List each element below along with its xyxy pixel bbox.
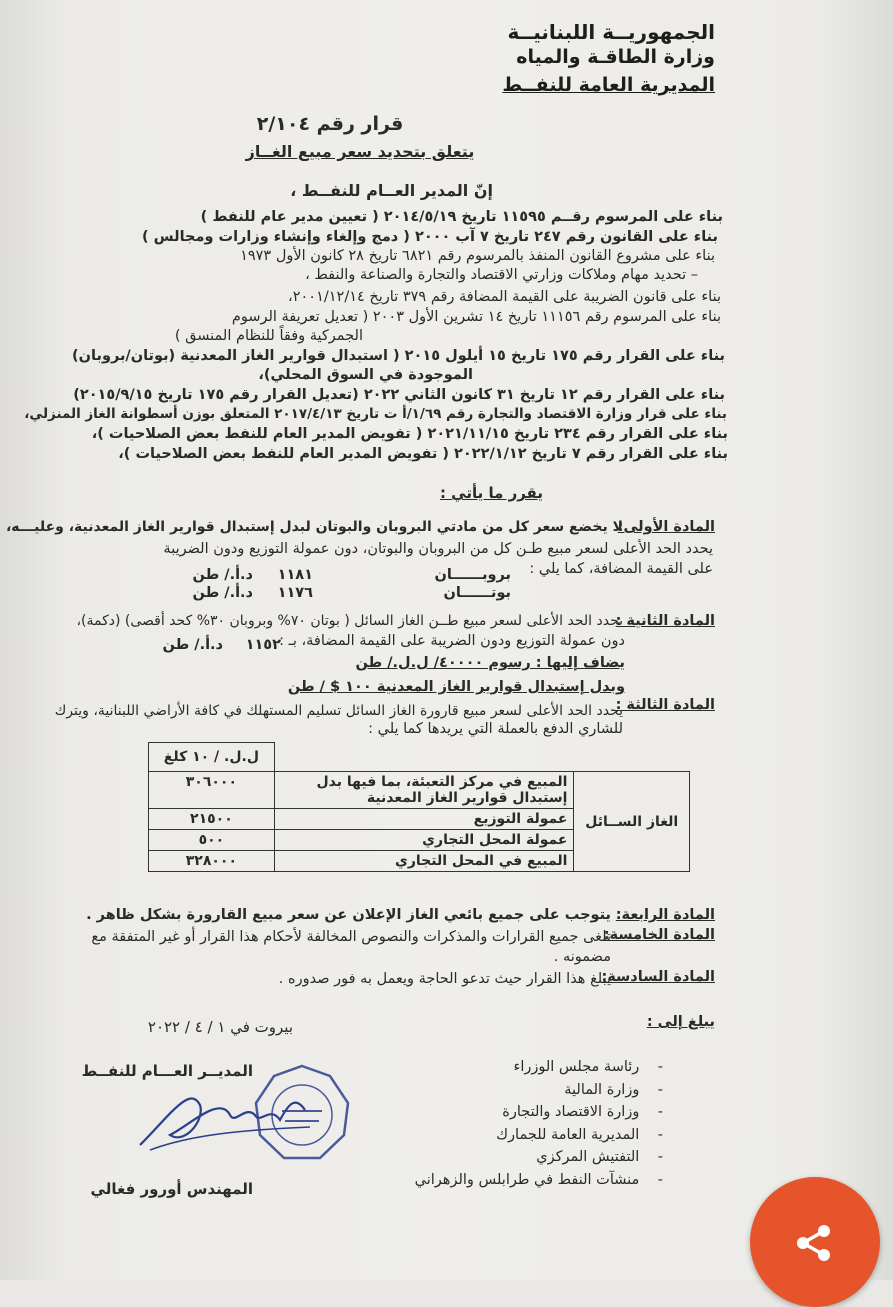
article2-line1: يحدد الحد الأعلى لسعر مبيع طــن الغاز السائل ( بوتان ٧٠% وبروبان ٣٠% كحد أقصى) (دكمة)، bbox=[76, 613, 623, 629]
preamble-line: بناء على قانون الضريبة على القيمة المضافة رقم ٣٧٩ تاريخ ٢٠٠١/١٢/١٤، bbox=[288, 289, 721, 305]
article2-price: ١١٥٢ bbox=[245, 637, 281, 653]
signatory-name: المهندس أورور فغالي bbox=[90, 1180, 253, 1198]
decides-heading: يقرر ما يأتي : bbox=[439, 484, 543, 502]
article5-line1: تلغى جميع القرارات والمذكرات والنصوص المخالفة لأحكام هذا القرار أو غير المتفقة مع bbox=[91, 929, 611, 945]
article2-fee: يضاف إليها : رسوم ٤٠٠٠٠/ ل.ل./ طن bbox=[355, 655, 625, 671]
article2-replacement: وبدل إستبدال قوارير الغاز المعدنية ١٠٠ $ / طن bbox=[287, 679, 625, 695]
table-header-unit: ل.ل. / ١٠ كلغ bbox=[149, 743, 275, 772]
recipient-item: - رئاسة مجلس الوزراء bbox=[513, 1059, 663, 1075]
preamble-line: بناء على المرسوم رقــم ١١٥٩٥ تاريخ ٢٠١٤/٥/١٩ ( تعيين مدير عام للنفط ) bbox=[200, 209, 723, 225]
table-row-label: عمولة التوزيع bbox=[274, 809, 574, 830]
article1-item-name: بوتــــــان bbox=[443, 585, 511, 601]
ministry-header: وزارة الطاقـة والمياه bbox=[516, 46, 715, 68]
preamble-line: بناء على المرسوم رقم ١١١٥٦ تاريخ ١٤ تشرين الأول ٢٠٠٣ ( تعديل تعريفة الرسوم bbox=[231, 309, 721, 325]
issue-date: بيروت في ١ / ٤ / ٢٠٢٢ bbox=[147, 1018, 293, 1036]
preamble-line: بناء على مشروع القانون المنفذ بالمرسوم رقم ٦٨٢١ تاريخ ٢٨ كانون الأول ١٩٧٣ bbox=[240, 248, 715, 264]
republic-header: الجمهوريــة اللبنانيــة bbox=[507, 20, 715, 44]
recipient-item: - وزارة الاقتصاد والتجارة bbox=[502, 1104, 663, 1120]
table-row-label: المبيع في مركز التعبئة، بما فيها بدل إستبدال قوارير الغاز المعدنية bbox=[274, 772, 574, 809]
recipient-item: - وزارة المالية bbox=[564, 1081, 663, 1098]
table-row-label: المبيع في المحل التجاري bbox=[274, 851, 574, 872]
share-icon bbox=[792, 1221, 836, 1265]
article1-item-name: بروبــــــان bbox=[434, 567, 511, 583]
table-row-value: ٢١٥٠٠ bbox=[149, 809, 275, 830]
table-row-value: ٣٠٦٠٠٠ bbox=[149, 772, 275, 809]
notify-label: يبلغ إلى : bbox=[646, 1014, 715, 1030]
table-blank bbox=[274, 743, 574, 772]
article3-line1: يحدد الحد الأعلى لسعر مبيع قارورة الغاز السائل تسليم المستهلك في كافة الأراضي اللبنانية، ويترك bbox=[54, 703, 623, 719]
table-row-value: ٣٢٨٠٠٠ bbox=[149, 851, 275, 872]
article2-unit: د.أ./ طن bbox=[162, 637, 223, 653]
signatory-title: المديــر العـــام للنفــط bbox=[81, 1062, 253, 1080]
article3-label: المادة الثالثة : bbox=[615, 697, 715, 713]
decision-title: قرار رقم ٢/١٠٤ bbox=[256, 113, 404, 135]
article1-text: لا يخضع سعر كل من مادتي البروبان والبوتان لبدل إستبدال قوارير الغاز المعدنية، وعليـــه، bbox=[5, 519, 623, 535]
article2-line2: دون عمولة التوزيع ودون الضريبة على القيمة المضافة، بـ : bbox=[279, 633, 625, 649]
article1-line2: يحدد الحد الأعلى لسعر مبيع طـن كل من البروبان والبوتان، دون عمولة التوزيع ودون الضريبة bbox=[163, 541, 713, 557]
article4-label: المادة الرابعة: bbox=[615, 907, 715, 923]
article2-label: المادة الثانية : bbox=[615, 613, 715, 629]
preamble-line: بناء على القرار رقم ١٧٥ تاريخ ١٥ أيلول ٢٠١٥ ( استبدال قوارير الغاز المعدنية (بوتان/بروبان) bbox=[72, 348, 725, 364]
recipient-item: - التفتيش المركزي bbox=[536, 1149, 663, 1165]
article5-line2: مضمونه . bbox=[553, 949, 611, 965]
article4-text: يتوجب على جميع بائعي الغاز الإعلان عن سعر مبيع القارورة بشكل ظاهر . bbox=[86, 907, 611, 923]
table-row-value: ٥٠٠ bbox=[149, 830, 275, 851]
preamble-line: – تحديد مهام وملاكات وزارتي الاقتصاد والتجارة والصناعة والنفط ، bbox=[305, 267, 698, 283]
table-blank bbox=[574, 743, 690, 772]
article1-line3: على القيمة المضافة، كما يلي : bbox=[529, 561, 713, 577]
recipients-list bbox=[403, 1056, 663, 1191]
article1-item-price: ١١٧٦ bbox=[277, 585, 313, 601]
article1-label: المادة الأولى: bbox=[617, 519, 715, 535]
preamble-line: بناء على القانون رقم ٢٤٧ تاريخ ٧ آب ٢٠٠٠ ( دمج وإلغاء وإنشاء وزارات ومجالس ) bbox=[141, 229, 718, 245]
preamble-intro: إنّ المدير العــام للنفــط ، bbox=[290, 181, 493, 200]
price-table bbox=[148, 742, 690, 872]
preamble-line: بناء على القرار رقم ١٢ تاريخ ٣١ كانون الثاني ٢٠٢٢ (تعديل القرار رقم ١٧٥ تاريخ ٢٠١٥/٩/١٥) bbox=[73, 387, 725, 403]
article6-label: المادة السادسة: bbox=[601, 969, 715, 985]
share-button[interactable] bbox=[750, 1177, 880, 1307]
decision-subject: يتعلق بتحديد سعر مبيع الغــاز bbox=[245, 142, 475, 161]
table-row-label: عمولة المحل التجاري bbox=[274, 830, 574, 851]
article1-item-price: ١١٨١ bbox=[277, 567, 313, 583]
preamble-line: الجمركية وفقاً للنظام المنسق ) bbox=[174, 328, 363, 344]
directorate-header: المديرية العامة للنفــط bbox=[502, 74, 715, 96]
recipient-item: - المديرية العامة للجمارك bbox=[496, 1126, 663, 1143]
preamble-line: الموجودة في السوق المحلي)، bbox=[258, 367, 473, 383]
article6-text: يبلغ هذا القرار حيث تدعو الحاجة ويعمل به فور صدوره . bbox=[278, 971, 611, 987]
preamble-line: بناء على القرار رقم ٧ تاريخ ٢٠٢٢/١/١٢ ( تفويض المدير العام للنفط بعض الصلاحيات )، bbox=[118, 446, 728, 462]
signature bbox=[130, 1075, 320, 1165]
recipient-item: - منشآت النفط في طرابلس والزهراني bbox=[414, 1171, 663, 1188]
article5-label: المادة الخامسة: bbox=[603, 927, 715, 943]
article1-item-unit: د.أ./ طن bbox=[192, 567, 253, 583]
table-group-label: الغاز الســائل bbox=[574, 772, 690, 872]
preamble-line: بناء على قرار وزارة الاقتصاد والتجارة رقم ١/٦٩/أ ت تاريخ ٢٠١٧/٤/١٣ المتعلق بوزن أسطوانة الغاز المنزلي، bbox=[24, 406, 727, 422]
preamble-line: بناء على القرار رقم ٢٣٤ تاريخ ٢٠٢١/١١/١٥ ( تفويض المدير العام للنفط بعض الصلاحيات )، bbox=[91, 426, 728, 442]
article3-line2: للشاري الدفع بالعملة التي يريدها كما يلي : bbox=[368, 721, 623, 737]
article1-item-unit: د.أ./ طن bbox=[192, 585, 253, 601]
